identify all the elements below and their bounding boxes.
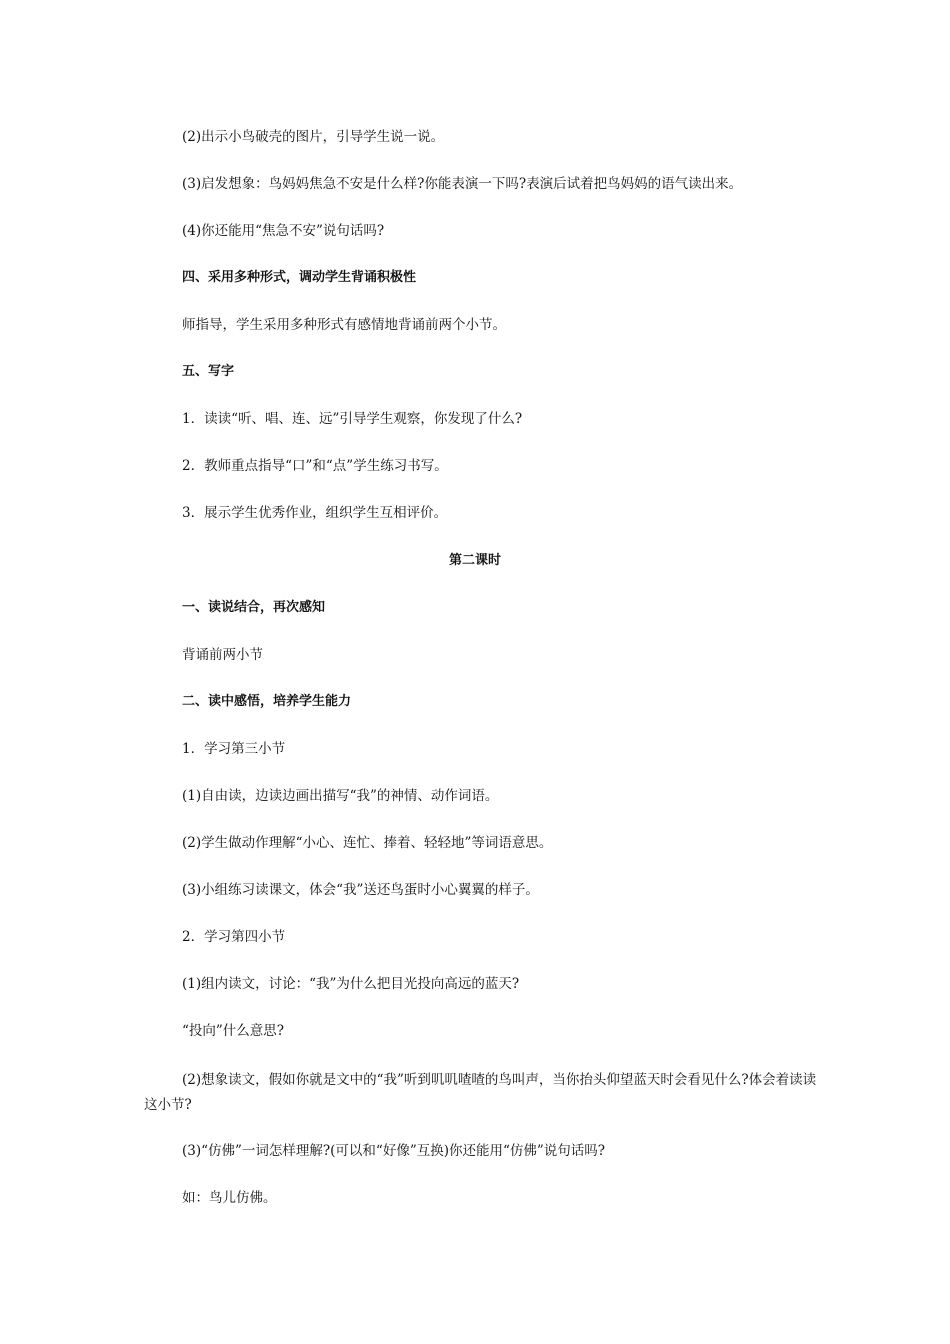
section-heading: 五、写字 (182, 364, 235, 379)
paragraph: 师指导，学生采用多种形式有感情地背诵前两个小节。 (182, 317, 506, 333)
list-item: (3)“仿佛”一词怎样理解?(可以和“好像”互换)你还能用“仿佛”说句话吗? (182, 1143, 606, 1159)
list-item: (3)小组练习读课文，体会“我”送还鸟蛋时小心翼翼的样子。 (182, 882, 539, 898)
paragraph: 如：鸟儿仿佛。 (182, 1190, 277, 1206)
list-item: (1)自由读，边读边画出描写“我”的神情、动作词语。 (182, 788, 499, 804)
list-item: (2)学生做动作理解“小心、连忙、捧着、轻轻地”等词语意思。 (182, 835, 553, 851)
sub-heading: 2．学习第四小节 (182, 929, 286, 945)
section-heading: 二、读中感悟，培养学生能力 (182, 694, 352, 709)
section-heading: 四、采用多种形式，调动学生背诵积极性 (182, 270, 417, 285)
sub-heading: 1．学习第三小节 (182, 741, 286, 757)
paragraph: “投向”什么意思? (182, 1023, 285, 1039)
paragraph: 背诵前两小节 (182, 647, 263, 663)
lesson-title: 第二课时 (448, 553, 501, 568)
list-item: 2．教师重点指导“口”和“点”学生练习书写。 (182, 458, 448, 474)
section-heading: 一、读说结合，再次感知 (182, 600, 326, 615)
paragraph: (2)出示小鸟破壳的图片，引导学生说一说。 (182, 129, 445, 145)
list-item: (1)组内读文，讨论：“我”为什么把目光投向高远的蓝天? (182, 976, 520, 992)
list-item: 3．展示学生优秀作业，组织学生互相评价。 (182, 505, 448, 521)
paragraph: (3)启发想象：鸟妈妈焦急不安是什么样?你能表演一下吗?表演后试着把鸟妈妈的语气读出来。 (182, 176, 743, 192)
paragraph: (2)想象读文，假如你就是文中的“我”听到叽叽喳喳的鸟叫声，当你抬头仰望蓝天时会看见什么?体会着读读这小节? (144, 1072, 817, 1113)
paragraph: (4)你还能用“焦急不安”说句话吗? (182, 223, 385, 239)
list-item: 1．读读“听、唱、连、远”引导学生观察，你发现了什么? (182, 411, 523, 427)
